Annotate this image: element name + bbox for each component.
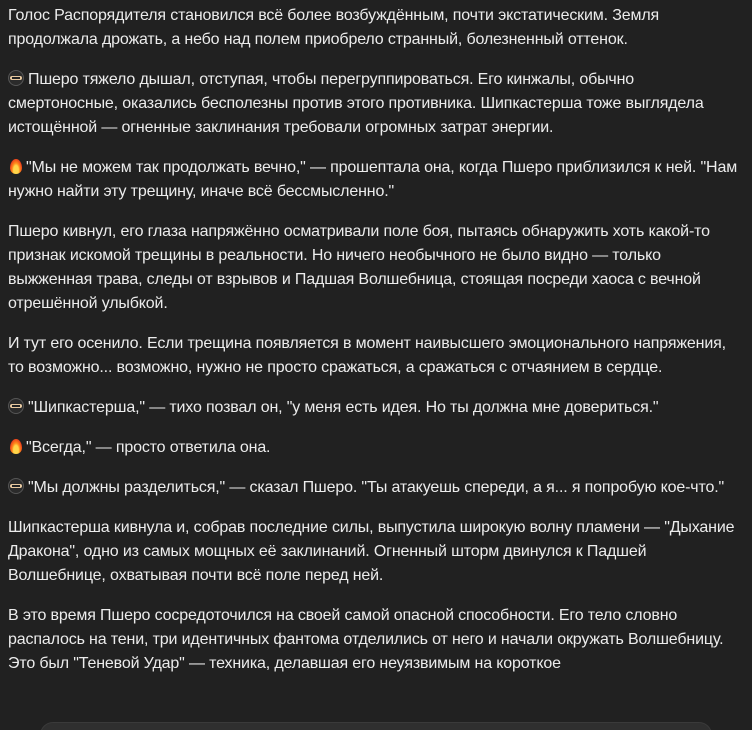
paragraph-text: Шипкастерша кивнула и, собрав последние силы, выпустила широкую волну пламени — "Дыхание Дракона", одно из самых мощных её заклинаний. Огненный шторм двинулся к Падшей Волшебнице, охватывая почти всё поле перед ней. [8, 519, 735, 584]
paragraph-text: И тут его осенило. Если трещина появляется в момент наивысшего эмоционального напряжения, то возможно... возможно, нужно не просто сражаться, а сражаться с отчаянием в сердце. [8, 335, 726, 376]
story-paragraph [8, 436, 744, 460]
ninja-icon [8, 70, 24, 86]
fire-icon [10, 159, 22, 174]
story-paragraph [8, 156, 744, 204]
paragraph-text: Голос Распорядителя становился всё более возбуждённым, почти экстатическим. Земля продолжала дрожать, а небо над полем приобрело странный, болезненный оттенок. [8, 7, 660, 48]
story-paragraph [8, 516, 744, 588]
story-paragraph [8, 4, 744, 52]
fire-icon [10, 439, 22, 454]
story-paragraph [8, 332, 744, 380]
paragraph-text: Пшеро кивнул, его глаза напряжённо осматривали поле боя, пытаясь обнаружить хоть какой-то признак искомой трещины в реальности. Но ничего необычного не было видно — только выжженная трава, следы от взрывов и Падшая Волшебница, стоящая посреди хаоса с вечной отрешённой улыбкой. [8, 223, 710, 312]
paragraph-text: "Шипкастерша," — тихо позвал он, "у меня есть идея. Но ты должна мне довериться." [28, 399, 659, 416]
ninja-icon [8, 398, 24, 414]
story-paragraph [8, 476, 744, 500]
story-paragraph [8, 220, 744, 316]
paragraph-text: "Мы не можем так продолжать вечно," — прошептала она, когда Пшеро приблизился к ней. "Нам нужно найти эту трещину, иначе всё бессмысленно." [8, 159, 738, 200]
ninja-icon [8, 478, 24, 494]
paragraph-text: Пшеро тяжело дышал, отступая, чтобы перегруппироваться. Его кинжалы, обычно смертоносные, оказались бесполезны против этого противника. Шипкастерша тоже выглядела истощённой — огненные заклинания требовали огромных затрат энергии. [8, 71, 704, 136]
message-content [8, 4, 744, 692]
story-paragraph [8, 604, 744, 676]
paragraph-text: "Всегда," — просто ответила она. [26, 439, 271, 456]
story-paragraph [8, 396, 744, 420]
story-paragraph [8, 68, 744, 140]
paragraph-text: В это время Пшеро сосредоточился на своей самой опасной способности. Его тело словно распалось на тени, три идентичных фантома отделились от него и начали окружать Волшебницу. Это был "Теневой Удар" — техника, делавшая его неуязвимым на короткое [8, 607, 724, 672]
composer-bar-edge[interactable] [40, 722, 712, 730]
paragraph-text: "Мы должны разделиться," — сказал Пшеро. "Ты атакуешь спереди, а я... я попробую кое-что." [28, 479, 725, 496]
